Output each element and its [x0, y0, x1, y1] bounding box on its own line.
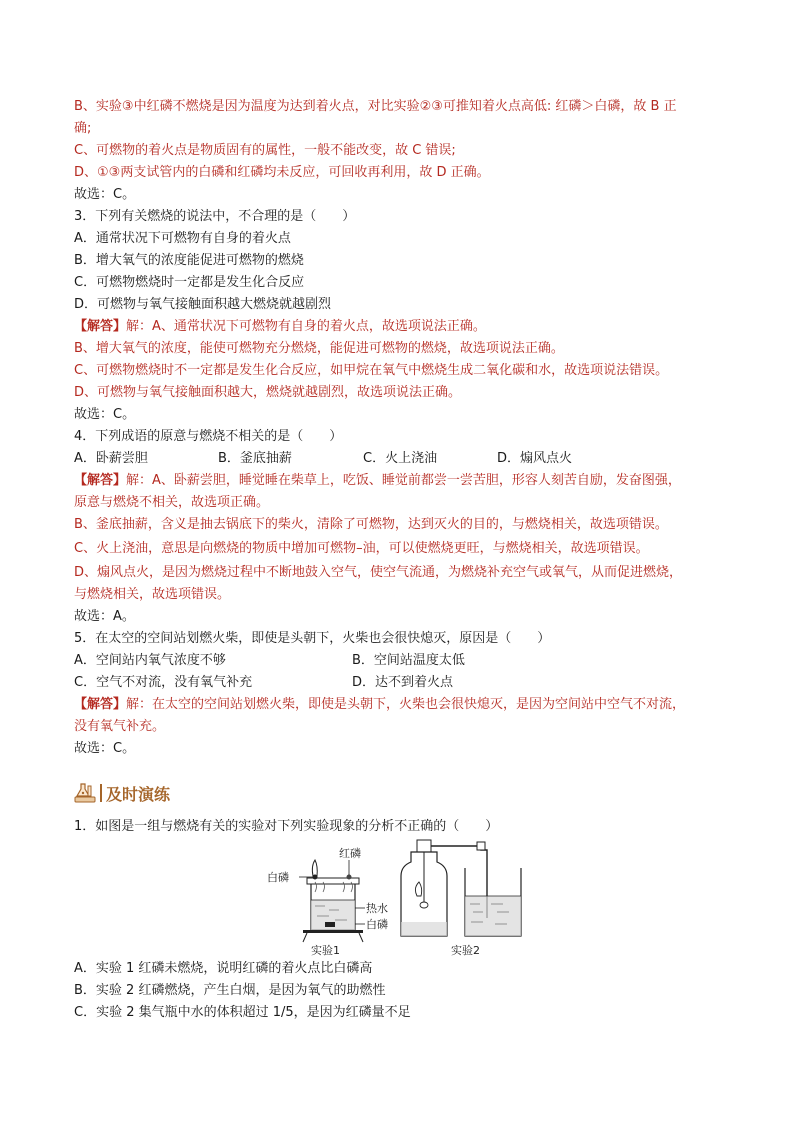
answer-4-line-5: D、煽风点火，是因为燃烧过程中不断地鼓入空气，使空气流通，为燃烧补充空气或氧气，从而促进燃烧， — [74, 565, 683, 580]
lab-flask-icon — [74, 782, 96, 804]
label-red-p: 红磷 — [339, 847, 361, 860]
answer-4-line-3: B、釜底抽薪，含义是抽去锅底下的柴火，清除了可燃物，达到灭火的目的，与燃烧相关，故选项错误。 — [74, 517, 668, 532]
experiment-2-apparatus — [401, 840, 521, 957]
section-title: 及时演练 — [106, 784, 171, 804]
question-3-option-a: A．通常状况下可燃物有自身的着火点 — [74, 231, 291, 246]
answer-4-line-1: 【解答】解：A、卧薪尝胆，睡觉睡在柴草上，吃饭、睡觉前都尝一尝苦胆，形容人刻苦自励，发奋图强， — [74, 473, 681, 488]
tripod — [303, 930, 363, 933]
practice-option-c: C．实验 2 集气瓶中水的体积超过 1/5，是因为红磷量不足 — [74, 1005, 411, 1020]
question-3-option-d: D．可燃物与氧气接触面积越大燃烧就越剧烈 — [74, 297, 332, 312]
section-divider — [100, 784, 102, 802]
answer-line-b: B、实验③中红磷不燃烧是因为温度为达到着火点，对比实验②③可推知着火点高低: 红磷＞白磷，故 B 正 — [74, 99, 677, 114]
label-hot-water: 热水 — [366, 902, 388, 915]
practice-option-b: B．实验 2 红磷燃烧，产生白烟，是因为氧气的助燃性 — [74, 983, 386, 998]
answer-5-line-1: 【解答】解：在太空的空间站划燃火柴，即使是头朝下，火柴也会很快熄灭，是因为空间站中空气不对流， — [74, 697, 686, 712]
answer-line-d: D、①③两支试管内的白磷和红磷均未反应，可回收再利用，故 D 正确。 — [74, 165, 490, 180]
experiment-figure — [265, 838, 525, 958]
question-4-option-c: C．火上浇油 — [363, 451, 438, 466]
clamp — [477, 842, 485, 850]
answer-4-line-4: C、火上浇油，意思是向燃烧的物质中增加可燃物–油，可以使燃烧更旺，与燃烧相关，故选项错误。 — [74, 541, 649, 556]
answer-5-line-2: 没有氧气补充。 — [74, 719, 166, 734]
answer-5-selection: 故选：C。 — [74, 741, 136, 756]
practice-option-a: A．实验 1 红磷未燃烧，说明红磷的着火点比白磷高 — [74, 961, 373, 976]
answer-tag: 【解答】 — [74, 697, 127, 712]
answer-3-selection: 故选：C。 — [74, 407, 136, 422]
answer-3-line-4: D、可燃物与氧气接触面积越大，燃烧就越剧烈，故选项说法正确。 — [74, 385, 462, 400]
question-5-option-a: A．空间站内氧气浓度不够 — [74, 653, 226, 668]
question-3: 3．下列有关燃烧的说法中，不合理的是（ ） — [74, 209, 356, 224]
beaker-water — [465, 896, 521, 936]
answer-3-line-2: B、增大氧气的浓度，能使可燃物充分燃烧，能促进可燃物的燃烧，故选项说法正确。 — [74, 341, 564, 356]
answer-4-line-6: 与燃烧相关，故选项错误。 — [74, 587, 231, 602]
question-4: 4．下列成语的原意与燃烧不相关的是（ ） — [74, 429, 343, 444]
label-white-p-bottom: 白磷 — [366, 918, 388, 931]
practice-question-1: 1．如图是一组与燃烧有关的实验对下列实验现象的分析不正确的（ ） — [74, 819, 499, 834]
bottle-water — [401, 922, 447, 936]
answer-selection: 故选：C。 — [74, 187, 136, 202]
white-phosphorus-dot — [313, 875, 318, 880]
flame-icon — [312, 860, 317, 876]
answer-line-c: C、可燃物的着火点是物质固有的属性，一般不能改变，故 C 错误; — [74, 143, 456, 158]
answer-line-b-cont: 确; — [74, 121, 92, 136]
question-5-option-d: D．达不到着火点 — [352, 675, 454, 690]
answer-tag: 【解答】 — [74, 473, 127, 488]
answer-3-line-3: C、可燃物燃烧时不一定都是发生化合反应，如甲烷在氧气中燃烧生成二氧化碳和水，故选项说法错误。 — [74, 363, 669, 378]
question-4-option-b: B．釜底抽薪 — [218, 451, 292, 466]
question-4-option-d: D．煽风点火 — [497, 451, 573, 466]
answer-4-selection: 故选：A。 — [74, 609, 135, 624]
stopper — [417, 840, 431, 852]
answer-tag: 【解答】 — [74, 319, 127, 334]
answer-3-line-1: 【解答】解：A、通常状况下可燃物有自身的着火点，故选项说法正确。 — [74, 319, 486, 334]
question-5-option-b: B．空间站温度太低 — [352, 653, 465, 668]
question-4-option-a: A．卧薪尝胆 — [74, 451, 148, 466]
label-white-p-left: 白磷 — [267, 871, 289, 884]
section-header — [74, 780, 170, 806]
question-3-option-b: B．增大氧气的浓度能促进可燃物的燃烧 — [74, 253, 304, 268]
question-5-option-c: C．空气不对流，没有氧气补充 — [74, 675, 253, 690]
answer-4-line-2: 原意与燃烧不相关，故选项正确。 — [74, 495, 270, 510]
red-phosphorus-dot — [347, 875, 352, 880]
question-5: 5．在太空的空间站划燃火柴，即使是头朝下，火柴也会很快熄灭，原因是（ ） — [74, 631, 551, 646]
experiment-1-apparatus — [267, 846, 388, 957]
question-3-option-c: C．可燃物燃烧时一定都是发生化合反应 — [74, 275, 305, 290]
caption-experiment-2: 实验2 — [451, 944, 480, 957]
white-phosphorus-bottom — [325, 922, 335, 927]
caption-experiment-1: 实验1 — [311, 944, 340, 957]
